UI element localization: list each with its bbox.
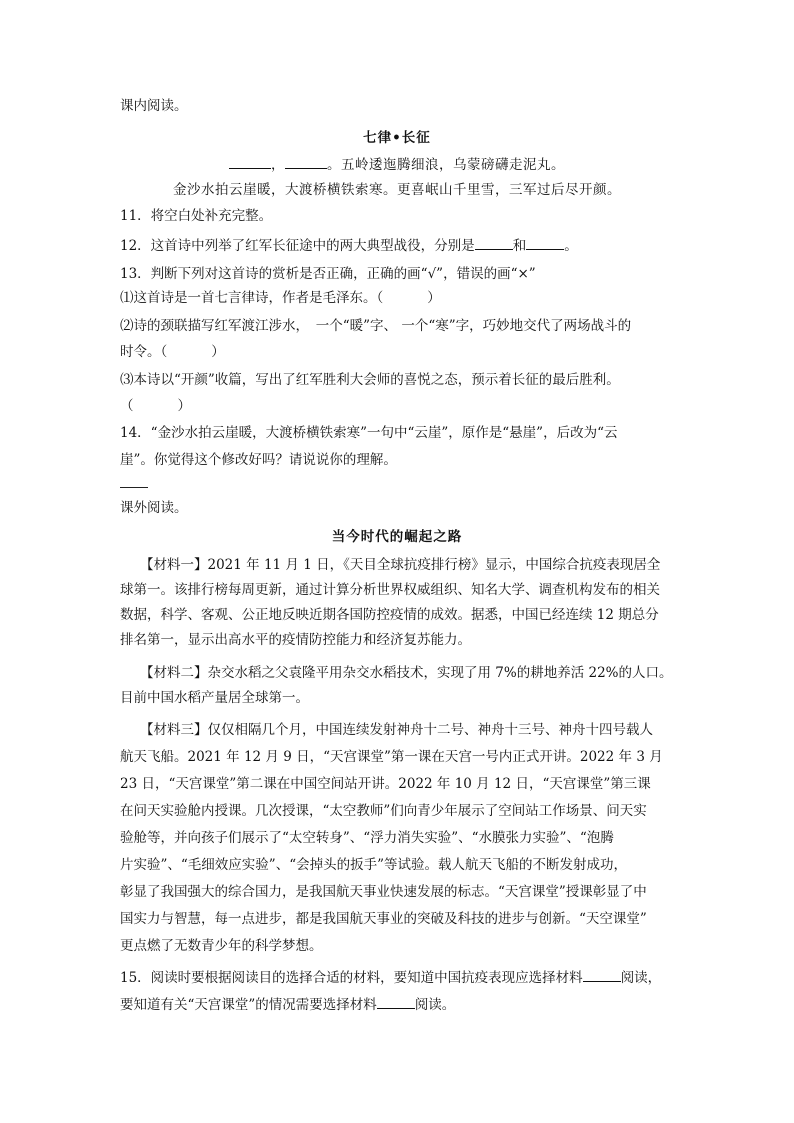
question-13-item-3-line-1: ⑶本诗以“开颜”收篇，写出了红军胜利大会师的喜悦之态，预示着长征的最后胜利。 <box>120 372 620 388</box>
q13-2-text: 时令。（ <box>120 344 168 360</box>
q15-line-2-suffix: 阅读。 <box>414 997 456 1013</box>
q13-3-open: （ <box>120 398 134 414</box>
material-3-line-6: 片实验”、“毛细效应实验”、“会掉头的扳手”等试验。载人航天飞船的不断发射成功， <box>120 857 628 873</box>
q13-1-text: ⑴这首诗是一首七言律诗，作者是毛泽东。（ <box>120 290 384 306</box>
material-1-line-3: 数据，科学、客观、公正地反映近期各国防控疫情的成效。据悉，中国已经连续 12 期总分 <box>120 607 659 623</box>
material-2-text: 杂交水稻之父袁隆平用杂交水稻技术，实现了用 7%的耕地养活 22%的人口。 <box>207 665 673 681</box>
question-12 <box>120 235 578 256</box>
poem-blank-1[interactable] <box>229 154 271 169</box>
answer-line[interactable] <box>120 487 148 488</box>
question-14-line-2: 崖”。你觉得这个修改好吗？请说说你的理解。 <box>120 452 397 468</box>
q15-blank-2[interactable] <box>377 994 415 1009</box>
q13-3-close: ） <box>177 398 191 414</box>
poem-line-1 <box>0 154 794 175</box>
q15-line-2-text: 要知道有关“天宫课堂”的情况需要选择材料 <box>120 997 377 1013</box>
material-3-line-9: 更点燃了无数青少年的科学梦想。 <box>120 938 323 954</box>
poem-blank-2[interactable] <box>285 154 327 169</box>
material-3-line-7: 彰显了我国强大的综合国力，是我国航天事业快速发展的标志。“天宫课堂”授课彰显了中 <box>120 884 647 900</box>
material-2-line-2: 目前中国水稻产量居全球第一。 <box>120 690 309 706</box>
q13-1-close: ） <box>427 290 441 306</box>
question-13-item-2-line-2 <box>120 342 225 362</box>
material-1-line-4: 排名第一，显示出高水平的疫情防控能力和经济复苏能力。 <box>120 632 471 648</box>
poem-comma: ， <box>271 157 285 173</box>
question-12-text: 12．这首诗中列举了红军长征途中的两大典型战役，分别是 <box>120 238 475 254</box>
question-12-mid: 和 <box>512 238 527 254</box>
material-3-line-5: 验舱等，并向孩子们展示了“太空转身”、“浮力消失实验”、“水膜张力实验”、“泡腾 <box>120 830 614 846</box>
section-heading-in-class: 课内阅读。 <box>120 98 188 114</box>
poem-title: 七律•长征 <box>363 130 431 146</box>
material-3-line-8: 国实力与智慧，每一点进步，都是我国航天事业的突破及科技的进步与创新。“天空课堂” <box>120 911 647 927</box>
q15-blank-1[interactable] <box>583 967 621 982</box>
material-3-line-2: 航天飞船。2021 年 12 月 9 日，“天宫课堂”第一课在天宫一号内正式开讲。2022 年 3 月 <box>120 749 663 765</box>
material-2-tag: 【材料二】 <box>140 665 208 681</box>
question-13-item-2-line-1: ⑵诗的颈联描写红军渡江涉水， 一个“暖”字、 一个“寒”字，巧妙地交代了两场战斗的 <box>120 318 632 334</box>
q12-blank-1[interactable] <box>475 235 513 250</box>
question-13-item-3-line-2 <box>120 396 191 416</box>
question-15-line-1 <box>120 967 661 988</box>
question-13-item-1 <box>120 288 441 308</box>
question-11: 11．将空白处补充完整。 <box>120 208 273 224</box>
material-1-text: 2021 年 11 月 1 日，《天目全球抗疫排行榜》显示，中国综合抗疫表现居全 <box>207 557 661 573</box>
question-15-line-2 <box>120 994 455 1015</box>
section-heading-extracurricular: 课外阅读。 <box>120 500 188 516</box>
q12-blank-2[interactable] <box>526 235 564 250</box>
material-3-line-3: 23 日，“天宫课堂”第二课在中国空间站开讲。2022 年 10 月 12 日，“天宫课堂”第三课 <box>120 776 651 792</box>
material-1-line-1 <box>140 555 660 575</box>
material-3-text: 仅仅相隔几个月，中国连续发射神舟十二号、神舟十三号、神舟十四号载人 <box>207 722 653 738</box>
q15-line-1-text: 15．阅读时要根据阅读目的选择合适的材料，要知道中国抗疫表现应选择材料 <box>120 970 583 986</box>
question-13: 13．判断下列对这首诗的赏析是否正确，正确的画“√”，错误的画“×” <box>120 266 536 282</box>
q13-2-close: ） <box>211 344 225 360</box>
poem-line-1-text: 。五岭逶迤腾细浪，乌蒙磅礴走泥丸。 <box>327 157 565 173</box>
material-2-line-1 <box>140 663 673 683</box>
material-3-tag: 【材料三】 <box>140 722 208 738</box>
material-3-line-1 <box>140 720 653 740</box>
article-title: 当今时代的崛起之路 <box>331 529 463 545</box>
material-1-line-2: 球第一。该排行榜每周更新，通过计算分析世界权威组织、知名大学、调查机构发布的相关 <box>120 582 660 598</box>
material-1-tag: 【材料一】 <box>140 557 208 573</box>
question-12-end: 。 <box>564 238 578 254</box>
question-14-line-1: 14．“金沙水拍云崖暖，大渡桥横铁索寒”一句中“云崖”，原作是“悬崖”，后改为“云 <box>120 425 618 441</box>
q15-line-1-suffix: 阅读， <box>620 970 662 986</box>
poem-line-2: 金沙水拍云崖暖，大渡桥横铁索寒。更喜岷山千里雪，三军过后尽开颜。 <box>173 182 621 198</box>
material-3-line-4: 在问天实验舱内授课。几次授课，“太空教师”们向青少年展示了空间站工作场景、问天实 <box>120 803 647 819</box>
